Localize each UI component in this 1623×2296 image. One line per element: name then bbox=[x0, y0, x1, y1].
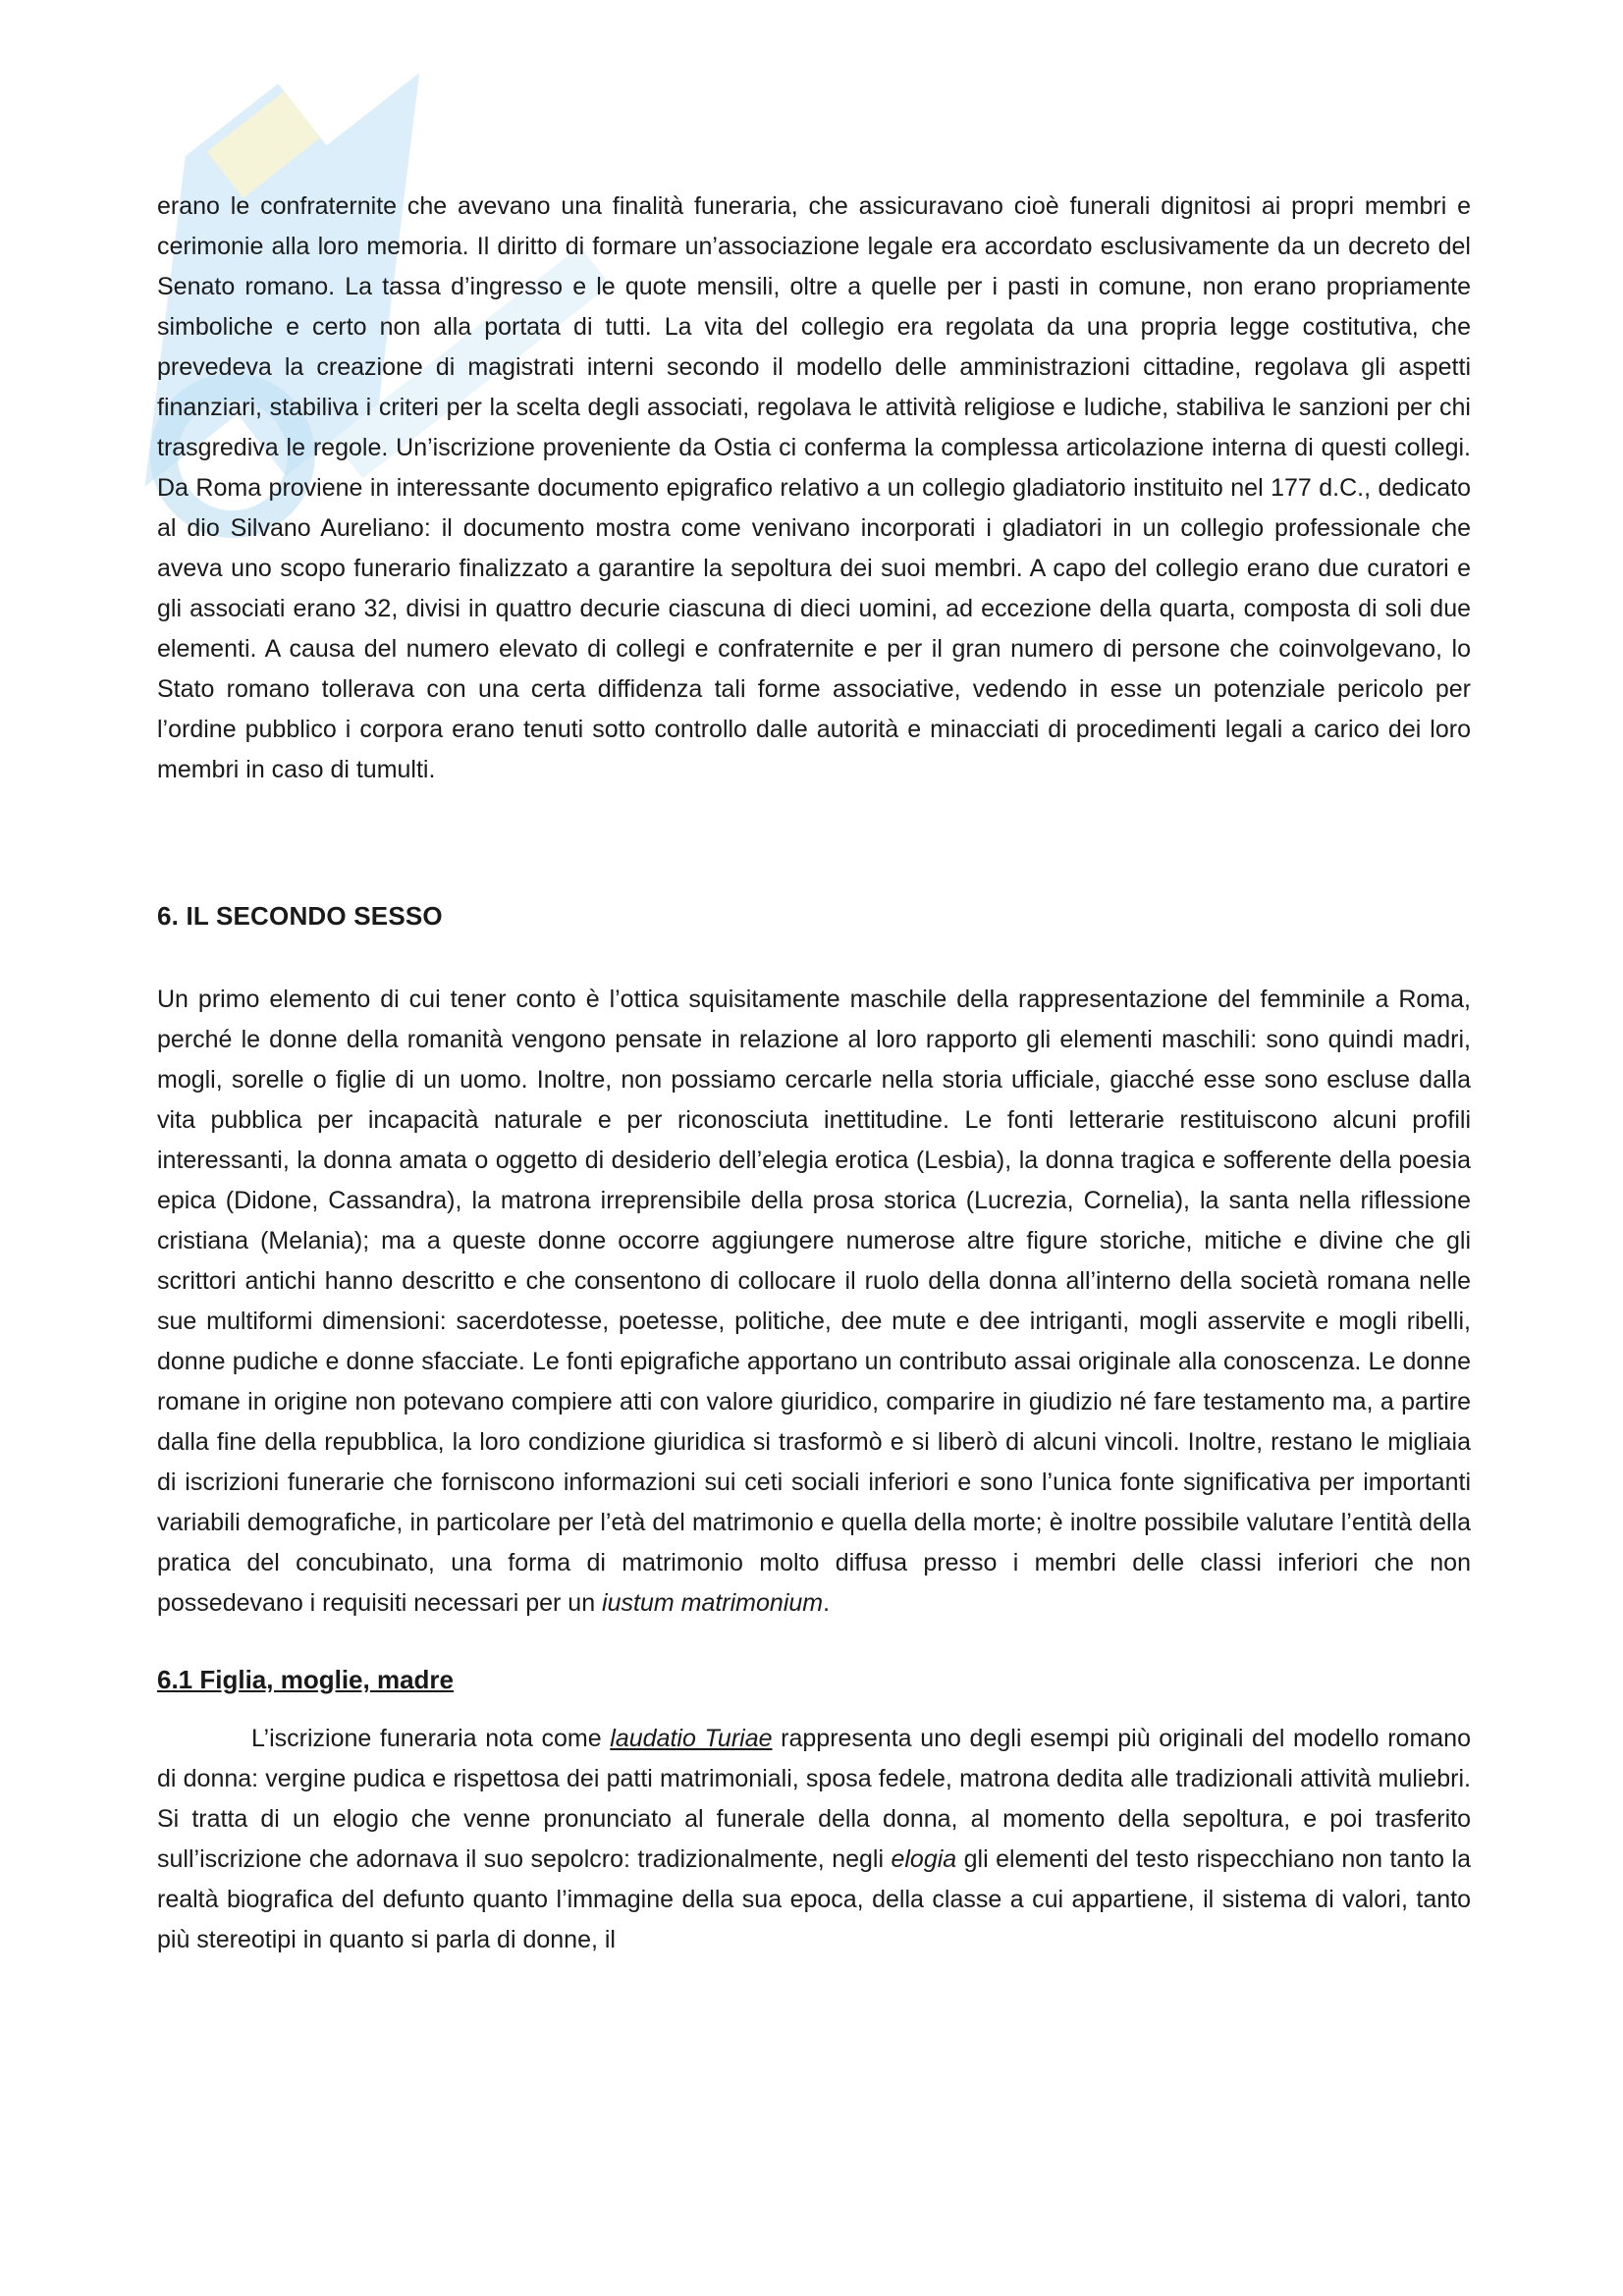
subsection-heading: 6.1 Figlia, moglie, madre bbox=[157, 1665, 454, 1694]
intro-paragraph: erano le confraternite che avevano una finalità funeraria, che assicuravano cioè funerali dignitosi ai propri membri e cerimonie alla loro memoria. Il diritto di formare un’associazione legale era accordato esclusivamente da un decreto del Senato romano. La tassa d’ingresso e le quote mensili, oltre a quelle per i pasti in comune, non erano propriamente simboliche e certo non alla portata di tutti. La vita del collegio era regolata da una propria legge costitutiva, che prevedeva la creazione di magistrati interni secondo il modello delle amministrazioni cittadine, regolava gli aspetti finanziari, stabiliva i criteri per la scelta degli associati, regolava le attività religiose e ludiche, stabiliva le sanzioni per chi trasgrediva le regole. Un’iscrizione proveniente da Ostia ci conferma la complessa articolazione interna di questi collegi. Da Roma proviene in interessante documento epigrafico relativo a un collegio gladiatorio instituito nel 177 d.C., dedicato al dio Silvano Aureliano: il documento mostra come venivano incorporati i gladiatori in un collegio professionale che aveva uno scopo funerario finalizzato a garantire la sepoltura dei suoi membri. A capo del collegio erano due curatori e gli associati erano 32, divisi in quattro decurie ciascuna di dieci uomini, ad eccezione della quarta, composta di soli due elementi. A causa del numero elevato di collegi e confraternite e per il gran numero di persone che coinvolgevano, lo Stato romano tollerava con una certa diffidenza tali forme associative, vedendo in esse un potenziale pericolo per l’ordine pubblico i corpora erano tenuti sotto controllo dalle autorità e minacciati di procedimenti legali a carico dei loro membri in caso di tumulti. bbox=[157, 192, 1471, 783]
section-paragraph bbox=[157, 980, 1471, 1624]
italic-term-laudatio-turiae: laudatio Turiae bbox=[610, 1725, 773, 1752]
section-heading: 6. IL SECONDO SESSO bbox=[157, 901, 443, 931]
section-paragraph-text: Un primo elemento di cui tener conto è l’ottica squisitamente maschile della rappresentazione del femminile a Roma, perché le donne della romanità vengono pensate in relazione al loro rapporto gli elementi maschili: sono quindi madri, mogli, sorelle o figlie di un uomo. Inoltre, non possiamo cercarle nella storia ufficiale, giacché esse sono escluse dalla vita pubblica per incapacità naturale e per riconosciuta inettitudine. Le fonti letterarie restituiscono alcuni profili interessanti, la donna amata o oggetto di desiderio dell’elegia erotica (Lesbia), la donna tragica e sofferente della poesia epica (Didone, Cassandra), la matrona irreprensibile della prosa storica (Lucrezia, Cornelia), la santa nella riflessione cristiana (Melania); ma a queste donne occorre aggiungere numerose altre figure storiche, mitiche e divine che gli scrittori antichi hanno descritto e che consentono di collocare il ruolo della donna all’interno della società romana nelle sue multiformi dimensioni: sacerdotesse, poetesse, politiche, dee mute e dee intriganti, mogli asservite e mogli ribelli, donne pudiche e donne sfacciate. Le fonti epigrafiche apportano un contributo assai originale alla conoscenza. Le donne romane in origine non potevano compiere atti con valore giuridico, comparire in giudizio né fare testamento ma, a partire dalla fine della repubblica, la loro condizione giuridica si trasformò e si liberò di alcuni vincoli. Inoltre, restano le migliaia di iscrizioni funerarie che forniscono informazioni sui ceti sociali inferiori e sono l’unica fonte significativa per importanti variabili demografiche, in particolare per l’età del matrimonio e quella della morte; è inoltre possibile valutare l’entità della pratica del concubinato, una forma di matrimonio molto diffusa presso i membri delle classi inferiori che non possedevano i requisiti necessari per un bbox=[157, 986, 1471, 1617]
subsection-paragraph bbox=[157, 1719, 1471, 1960]
subsection-text-a: L’iscrizione funeraria nota come bbox=[251, 1725, 611, 1752]
subsection-text-b: rappresenta uno degli esempi più originali del modello romano di donna: vergine pudica e rispettosa dei patti matrimoniali, sposa fedele, matrona dedita alle tradizionali attività muliebri. Si tratta di un elogio che venne pronunciato al funerale della donna, al momento della sepoltura, e poi trasferito sull’iscrizione che adornava il suo sepolcro: tradizionalmente, negli bbox=[157, 1725, 1471, 1873]
document-page bbox=[157, 187, 1471, 1960]
italic-term-iustum-matrimonium: iustum matrimonium bbox=[602, 1589, 824, 1617]
subsection-text-c: gli elementi del testo rispecchiano non tanto la realtà biografica del defunto quanto l’immagine della sua epoca, della classe a cui appartiene, il sistema di valori, tanto più stereotipi in quanto si parla di donne, il bbox=[157, 1845, 1471, 1953]
italic-term-elogia: elogia bbox=[891, 1845, 957, 1873]
section-paragraph-end: . bbox=[823, 1589, 831, 1617]
